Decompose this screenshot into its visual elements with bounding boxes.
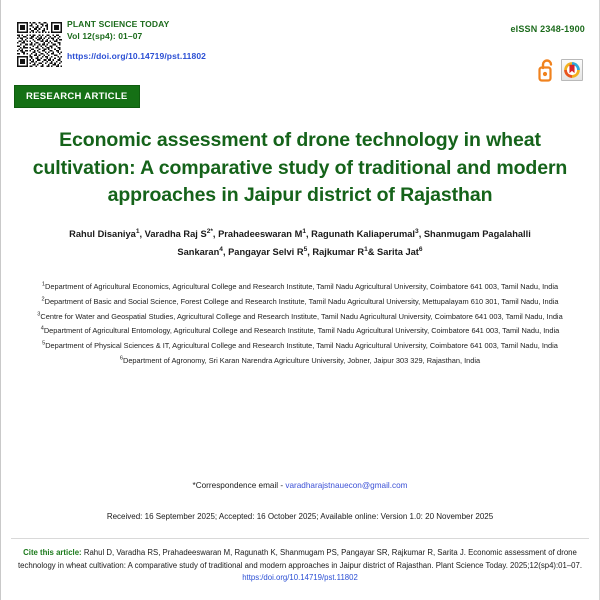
citation-doi-link[interactable]: https:/doi.org/10.14719/pst.11802 [242,573,358,583]
affiliation-item [23,296,577,308]
research-article-tag: RESEARCH ARTICLE [14,85,140,108]
journal-volume: Vol 12(sp4): 01–07 [67,31,143,42]
masthead-badges [538,58,583,82]
affiliation-list [23,281,577,370]
affiliation-marker: 4 [40,325,44,332]
eissn-label: eISSN 2348-1900 [510,24,585,34]
affiliation-item [23,355,577,367]
correspondence-email-link[interactable]: varadharajstnauecon@gmail.com [285,481,408,490]
affiliation-item [23,325,577,337]
affiliation-text: Department of Basic and Social Science, Forest College and Research Institute, Tamil Nadu Agricultural University, Mettupalayam 610 301, Tamil Nadu, India [44,296,559,306]
qr-code-icon[interactable] [17,22,62,67]
author-line-1: Rahul Disaniya$^1$, Varadha Raj $S^{2*}$, Prahadeeswaran $M^1$, Ragunath Kaliaperumal$^3$, Shanmugam Pagalahalli [69,227,531,239]
affiliation-item [23,311,577,323]
affiliation-item [23,281,577,293]
author-list [39,226,561,261]
affiliation-marker: 1 [41,281,46,288]
affiliation-marker: 2 [41,296,45,303]
affiliation-marker: 3 [37,311,41,318]
publication-dates: Received: 16 September 2025; Accepted: 16 October 2025; Available online: Version 1.0: 20 November 2025 [106,512,494,521]
citation-text: Rahul D, Varadha RS, Prahadeeswaran M, Ragunath K, Shanmugam PS, Pangayar SR, Rajkumar R, Sarita J. Economic assessment of drone technology in wheat cultivation: A comparative study of traditional and modern approaches in Jaipur district of Rajasthan. Plant Science Today. 2025;12(sp4):01–07. [17,548,583,570]
cite-this-article-label: Cite this article: [23,548,82,557]
affiliation-marker: 5 [42,340,46,347]
correspondence-line [23,481,577,490]
masthead [17,18,585,80]
journal-info [67,18,206,66]
citation-block [11,538,589,585]
open-access-lock-icon[interactable] [538,58,556,82]
journal-doi-link[interactable]: https://doi.org/10.14719/pst.11802 [67,50,206,61]
affiliation-text: Centre for Water and Geospatial Studies, Agricultural College and Research Institute, Tamil Nadu Agricultural University, Coimbatore 641 003, Tamil Nadu, India [40,311,563,321]
affiliation-text: Department of Physical Sciences & IT, Agricultural College and Research Institute, Tamil Nadu Agricultural University, Coimbatore 641 003, Tamil Nadu, India [45,341,558,351]
affiliation-text: Department of Agronomy, Sri Karan Narendra Agriculture University, Jobner, Jaipur 303 329, Rajasthan, India [122,356,481,366]
correspondence-label: *Correspondence email - [192,481,284,490]
affiliation-item [23,340,577,352]
affiliation-marker: 6 [119,355,123,362]
journal-name: PLANT SCIENCE TODAY [67,19,170,29]
author-line-2: Sankaran$^4$, Pangayar Selvi $R^5$, Rajkumar $R^1\&$ Sarita Jat$^6$ [177,245,423,257]
affiliation-text: Department of Agricultural Entomology, Agricultural College and Research Institute, Tamil Nadu Agricultural University, Coimbatore 641 003, Tamil Nadu, India [43,326,560,336]
page-title: Economic assessment of drone technology in wheat cultivation: A comparative study of traditional and modern approaches in Jaipur district of Rajasthan [32,129,568,207]
journal-badge-icon[interactable] [561,59,583,81]
affiliation-text: Department of Agricultural Economics, Agricultural College and Research Institute, Tamil Nadu Agricultural University, Coimbatore 641 003, Tamil Nadu, India [45,282,559,291]
